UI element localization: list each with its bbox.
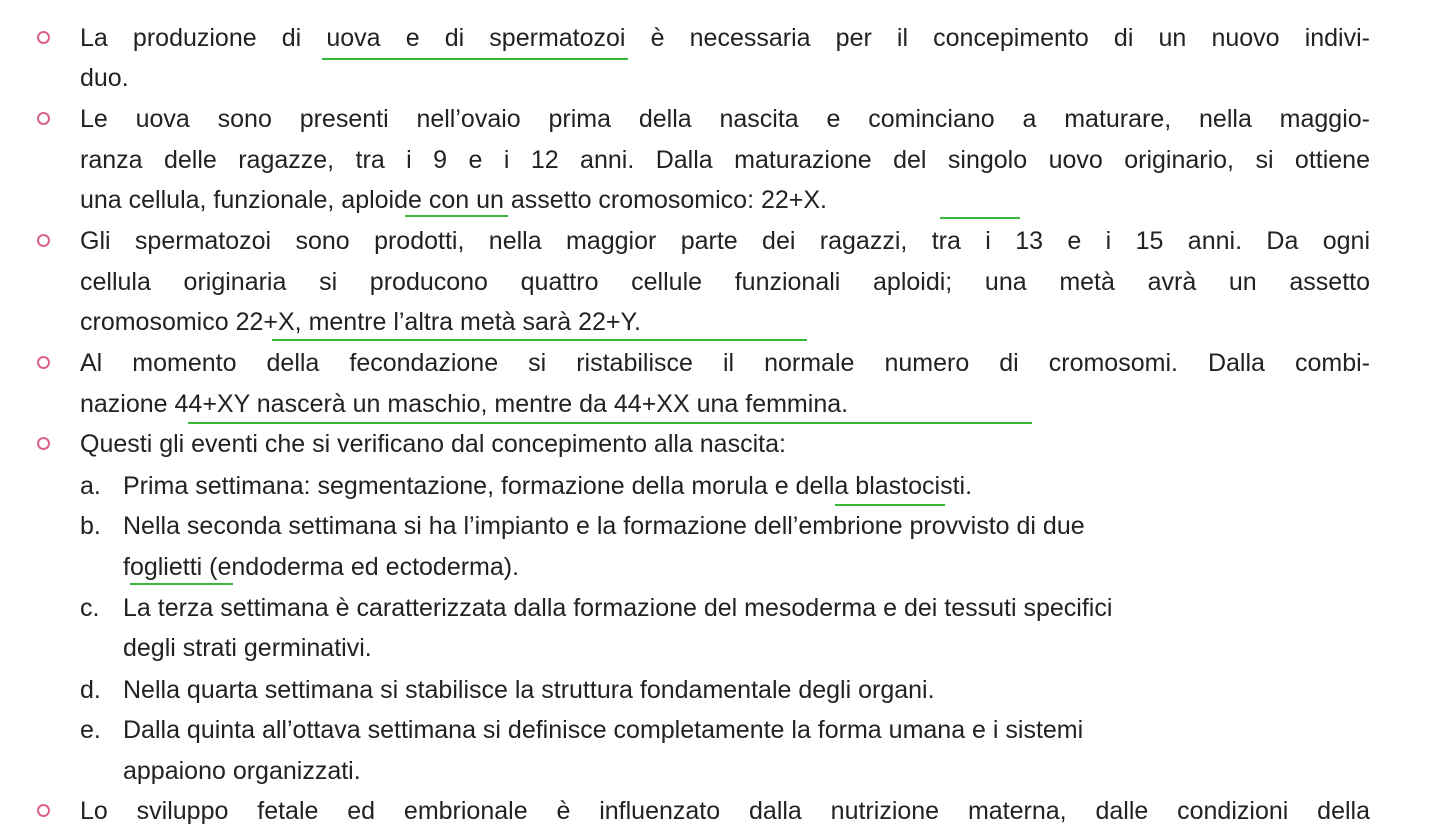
list-item: Dalla quinta all’ottava settimana si definisce completamente la forma umana e i sistemi xyxy=(123,716,1084,744)
paragraph-line: nazione 44+XY nascerà un maschio, mentre da 44+XX una femmina. xyxy=(80,390,849,418)
list-item: appaiono organizzati. xyxy=(123,757,361,785)
paragraph-line: Questi gli eventi che si verificano dal concepimento alla nascita: xyxy=(80,430,786,458)
list-item: foglietti (endoderma ed ectoderma). xyxy=(123,553,520,581)
list-item: Prima settimana: segmentazione, formazione della morula e della blastocisti. xyxy=(123,472,973,500)
paragraph-line: Al momento della fecondazione si ristabilisce il normale numero di cromosomi. Dalla combi- xyxy=(80,349,1370,377)
bullet-icon xyxy=(37,437,50,450)
bullet-icon xyxy=(37,356,50,369)
paragraph-line: Lo sviluppo fetale ed embrionale è influenzato dalla nutrizione materna, dalle condizioni della xyxy=(80,797,1370,825)
highlight-underline xyxy=(272,339,807,341)
bullet-icon xyxy=(37,112,50,125)
list-item: Nella seconda settimana si ha l’impianto e la formazione dell’embrione provvisto di due xyxy=(123,512,1085,540)
paragraph-line: una cellula, funzionale, aploide con un assetto cromosomico: 22+X. xyxy=(80,186,827,214)
bullet-icon xyxy=(37,31,50,44)
paragraph-line: Gli spermatozoi sono prodotti, nella maggior parte dei ragazzi, tra i 13 e i 15 anni. Da ogni xyxy=(80,227,1370,255)
highlight-underline xyxy=(835,504,945,506)
list-item: La terza settimana è caratterizzata dalla formazione del mesoderma e dei tessuti specifici xyxy=(123,594,1113,622)
list-marker: e. xyxy=(80,716,101,744)
bullet-icon xyxy=(37,234,50,247)
paragraph-line: cellula originaria si producono quattro cellule funzionali aploidi; una metà avrà un assetto xyxy=(80,268,1370,296)
highlight-underline xyxy=(322,58,628,60)
highlight-underline xyxy=(940,217,1020,219)
paragraph-line: Le uova sono presenti nell’ovaio prima della nascita e cominciano a maturare, nella maggio- xyxy=(80,105,1370,133)
paragraph-line: La produzione di uova e di spermatozoi è necessaria per il concepimento di un nuovo indivi- xyxy=(80,24,1370,52)
bullet-icon xyxy=(37,804,50,817)
highlight-underline xyxy=(130,583,233,585)
highlight-underline xyxy=(188,422,1032,424)
list-marker: b. xyxy=(80,512,101,540)
list-marker: d. xyxy=(80,676,101,704)
list-item: Nella quarta settimana si stabilisce la struttura fondamentale degli organi. xyxy=(123,676,935,704)
list-marker: c. xyxy=(80,594,100,622)
list-item: degli strati germinativi. xyxy=(123,634,372,662)
paragraph-line: duo. xyxy=(80,64,129,92)
paragraph-line: cromosomico 22+X, mentre l’altra metà sarà 22+Y. xyxy=(80,308,641,336)
list-marker: a. xyxy=(80,472,101,500)
paragraph-line: ranza delle ragazze, tra i 9 e i 12 anni. Dalla maturazione del singolo uovo originario, si ottiene xyxy=(80,146,1370,174)
highlight-underline xyxy=(405,215,508,217)
